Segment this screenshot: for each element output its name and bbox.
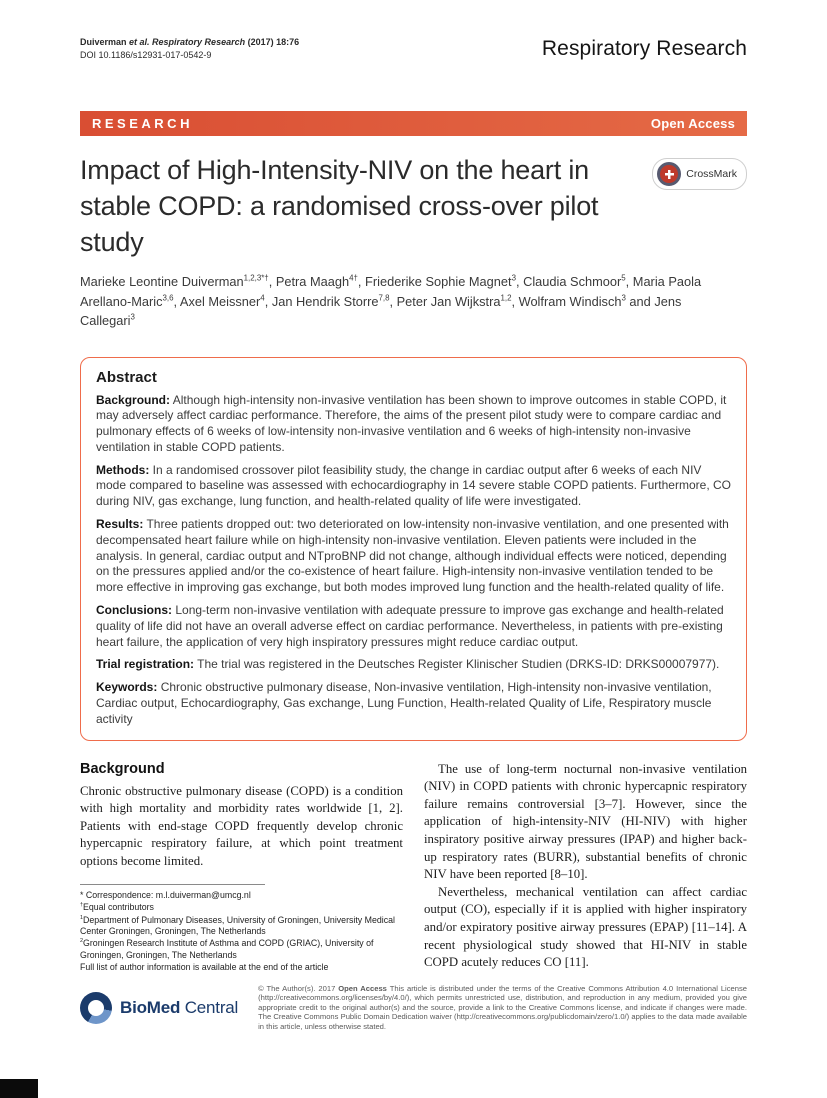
footnote-divider [80,884,265,885]
abstract-conclusions [96,603,731,650]
crossmark-icon [657,162,681,186]
article-type-banner [80,111,747,136]
body-columns [80,761,747,975]
abstract-heading: Abstract [96,368,157,386]
crossmark-label: CrossMark [686,168,737,180]
abstract-box [80,357,747,741]
body-paragraph-1: The use of long-term nocturnal non-invasive ventilation (NIV) in COPD patients with chronic hypercapnic respiratory failure remains controversial [3–7]. However, since the application of high-intensity-NIV (HI-NIV) with higher inspiratory positive airway pressures (IPAP) and higher back-up respiratory rates (BURR), substantial benefits of chronic NIV have been reported [8–10]. [424,761,747,882]
body-column-right [424,761,747,975]
abstract-keywords [96,680,731,727]
abstract-keywords-label: Keywords: [96,680,158,695]
biomed-central-logo [80,992,238,1024]
abstract-conclusions-label: Conclusions: [96,603,173,618]
article-title: Impact of High-Intensity-NIV on the heart in stable COPD: a randomised cross-over pilot study [80,155,599,257]
correspondence-line: * Correspondence: m.l.duiverman@umcg.nl [80,889,251,900]
footnote-block [80,884,403,975]
abstract-background-text: Although high-intensity non-invasive ventilation has been shown to improve outcomes in stable COPD, it may adversely affect cardiac performance. Therefore, the aims of the present pilot study were to compare cardiac and pulmonary effects of 6 weeks of low-intensity non-invasive ventilation and 6 weeks of high-intensity non-invasive ventilation in stable COPD patients. [96,392,727,454]
article-type-label: RESEARCH [92,116,193,131]
citation-line: Duiverman et al. Respiratory Research (2017) 18:76 [80,37,300,47]
abstract-results [96,517,731,596]
equal-contributors-line: †Equal contributors [80,902,154,913]
central-word: Central [180,998,239,1017]
crossmark-badge[interactable] [652,158,747,190]
background-paragraph: Chronic obstructive pulmonary disease (COPD) is a condition with high mortality and morbidity rates worldwide [1, 2]. Patients with end-stage COPD frequently develop chronic hypercapnic respiratory failure, at which point treatment options become limited. [80,783,403,869]
abstract-trial-registration-text: The trial was registered in the Deutsches Register Klinischer Studien (DRKS-ID: DRKS00007977). [197,657,720,672]
biomed-word: BioMed [120,998,181,1017]
abstract-keywords-text: Chronic obstructive pulmonary disease, Non-invasive ventilation, High-intensity non-invasive ventilation, Cardiac output, Echocardiography, Gas exchange, Lung Function, Health-related Quality of Life, Respiratory muscle activity [96,680,712,726]
page-footer [80,984,747,1031]
full-author-list-note: Full list of author information is available at the end of the article [80,962,329,973]
journal-name: Respiratory Research [541,37,747,60]
abstract-results-label: Results: [96,517,144,532]
title-row [80,152,747,260]
body-paragraph-2: Nevertheless, mechanical ventilation can affect cardiac output (CO), especially if it is applied with higher inspiratory and/or expiratory positive airway pressures (EPAP) [11–14]. A recent physiological study showed that HI-NIV in stable COPD acutely reduces CO [11]. [424,884,747,970]
affiliation-1: $^1$Department of Pulmonary Diseases, University of Groningen, University Medical Center Groningen, Groningen, The Netherlands [80,914,395,937]
page-content [80,0,747,975]
section-heading-background: Background [80,760,165,777]
abstract-methods-text: In a randomised crossover pilot feasibility study, the change in cardiac output after 6 weeks of each NIV mode compared to baseline was assessed with echocardiography in 14 severe stable COPD patients. Furthermore, CO during NIV, gas exchange, lung function, and health-related quality of life were investigated. [96,462,731,509]
body-column-left [80,761,403,975]
license-text: © The Author(s). 2017 Open Access This article is distributed under the terms of the Creative Commons Attribution 4.0 International License (http://creativecommons.org/licenses/by/4.0/), which permits unrestricted use, distribution, and reproduction in any medium, provided you give appropriate credit to the original author(s) and the source, provide a link to the Creative Commons license, and indicate if changes were made. The Creative Commons Public Domain Dedication waiver (http://creativecommons.org/publicdomain/zero/1.0/) applies to the data made available in this article, unless otherwise stated. [258,984,747,1031]
abstract-results-text: Three patients dropped out: two deteriorated on low-intensity non-invasive ventilation, and one presented with decompensated heart failure while on high-intensity non-invasive ventilation. Eleven patients were included in the analysis. In general, cardiac output and NTproBNP did not change, although individual effects were noticed, depending on the pressures applied and/or the co-existence of heart failure. High-intensity non-invasive ventilation tended to be more effective in improving gas exchange, but both modes improved lung function and the health-related quality of life. [96,517,729,595]
citation-block [80,36,299,61]
abstract-background-label: Background: [96,392,171,407]
biomed-central-logo-icon [80,992,112,1024]
abstract-conclusions-text: Long-term non-invasive ventilation with adequate pressure to improve gas exchange and health-related quality of life did not have an overall adverse effect on cardiac performance. Nevertheless, in patients with pre-existing heart failure, the application of very high inspiratory pressures might reduce cardiac output. [96,603,724,649]
author-list: Marieke Leontine Duiverman$^{1,2,3*\dagger}$, Petra Maagh$^{4\dagger}$, Friederike Sophie Magnet$^3$, Claudia Schmoor$^5$, Maria Paola Arellano-Maric$^{3,6}$, Axel Meissner$^4$, Jan Hendrik Storre$^{7,8}$, Peter Jan Wijkstra$^{1,2}$, Wolfram Windisch$^3$ and Jens Callegari$^3$ [80,273,702,328]
biomed-central-wordmark [120,998,238,1018]
abstract-trial-registration [96,657,731,673]
page-header [80,0,747,61]
abstract-trial-registration-label: Trial registration: [96,657,195,672]
corner-bar [0,1079,38,1098]
abstract-methods-label: Methods: [96,462,150,477]
doi-line: DOI 10.1186/s12931-017-0542-9 [80,49,212,60]
abstract-methods [96,463,731,510]
open-access-label: Open Access [650,116,735,131]
abstract-background [96,393,731,456]
affiliation-2: $^2$Groningen Research Institute of Asthma and COPD (GRIAC), University of Groningen, Groningen, The Netherlands [80,938,374,960]
